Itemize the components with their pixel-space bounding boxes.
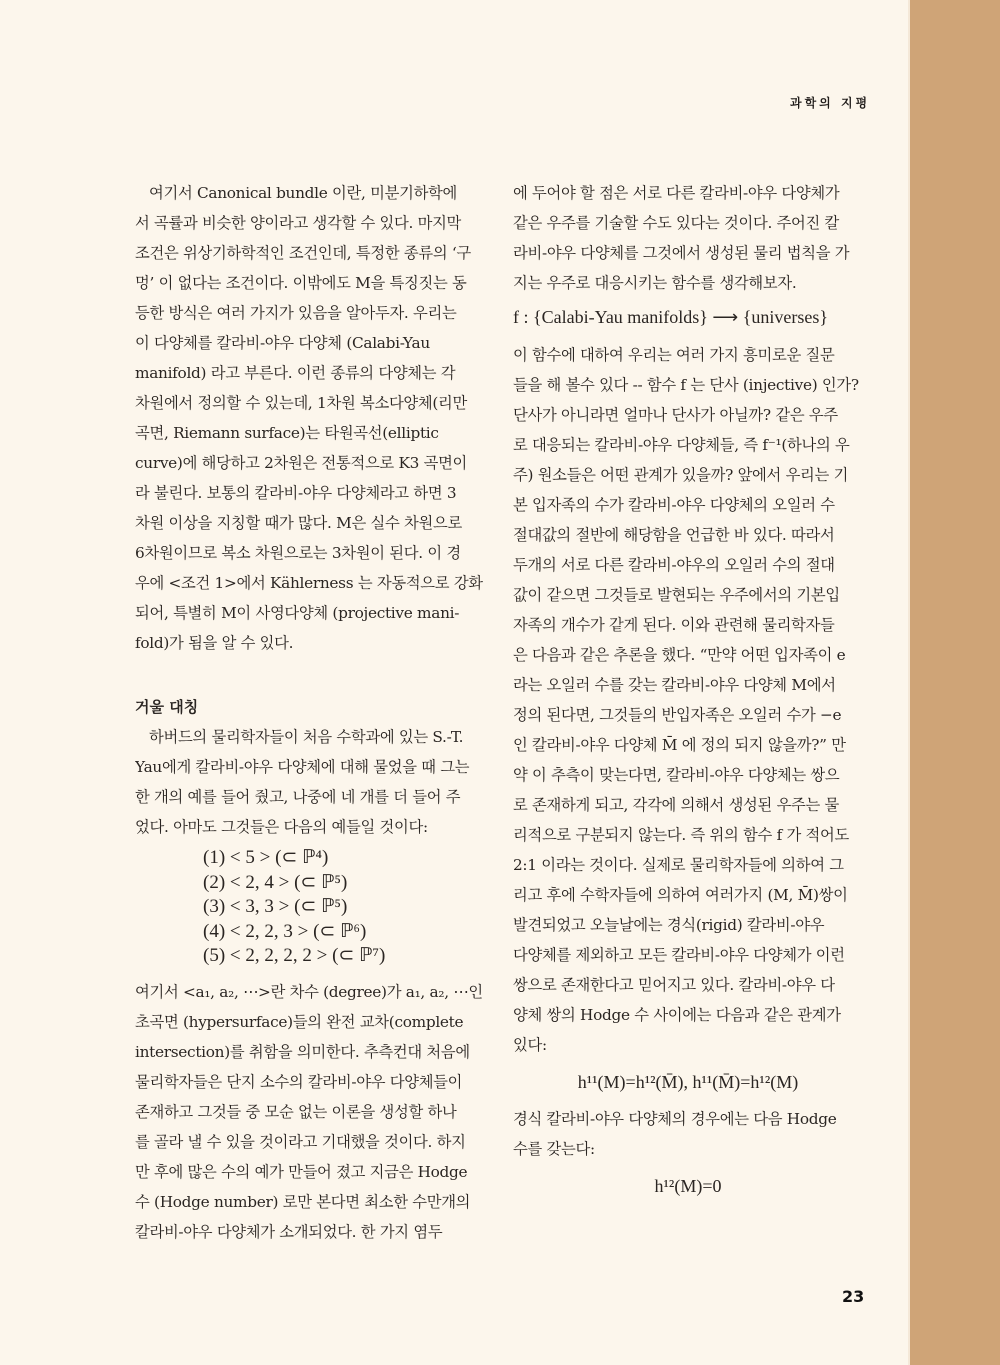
example-item: (1) < 5 > (⊂ ℙ⁴) xyxy=(203,847,329,868)
text-line: 라는 오일러 수를 갖는 칼라비-야우 다양체 M에서 xyxy=(513,676,836,694)
text-line: 곡면, Riemann surface)는 타원곡선(elliptic xyxy=(135,424,439,442)
section-heading-mirror-symmetry: 거울 대칭 xyxy=(135,698,199,716)
text-line: 여기서 <a₁, a₂, ⋯>란 차수 (degree)가 a₁, a₂, ⋯인 xyxy=(135,982,483,1001)
text-line: 서 곡률과 비슷한 양이라고 생각할 수 있다. 마지막 xyxy=(135,214,462,232)
text-line: 에 두어야 할 점은 서로 다른 칼라비-야우 다양체가 xyxy=(513,184,840,202)
text-line: 라 불린다. 보통의 칼라비-야우 다양체라고 하면 3 xyxy=(135,484,457,502)
text-line: 본 입자족의 수가 칼라비-야우 다양체의 오일러 수 xyxy=(513,496,835,514)
text-line: 차원 이상을 지칭할 때가 많다. M은 실수 차원으로 xyxy=(135,514,462,532)
paragraph-same-universe xyxy=(513,178,863,298)
text-line: 다양체를 제외하고 모든 칼라비-야우 다양체가 이런 xyxy=(513,946,845,964)
text-line: 리적으로 구분되지 않는다. 즉 위의 함수 f 가 적어도 xyxy=(513,826,849,844)
text-line: intersection)를 취함을 의미한다. 추측컨대 처음에 xyxy=(135,1042,470,1061)
text-line: 은 다음과 같은 추론을 했다. “만약 어떤 입자족이 e xyxy=(513,646,846,664)
text-line: 차원에서 정의할 수 있는데, 1차원 복소다양체(리만 xyxy=(135,394,468,412)
side-color-band xyxy=(910,0,1000,1365)
text-line: 절대값의 절반에 해당함을 언급한 바 있다. 따라서 xyxy=(513,526,835,544)
paragraph-complete-intersection xyxy=(135,977,485,1247)
text-line: 들을 해 볼수 있다 -- 함수 f 는 단사 (injective) 인가? xyxy=(513,376,859,394)
text-line: 정의 된다면, 그것들의 반입자족은 오일러 수가 −e xyxy=(513,706,842,724)
equation-rigid-hodge: h¹²(M)=0 xyxy=(654,1176,722,1196)
text-line: 한 개의 예를 들어 줬고, 나중에 네 개를 더 들어 주 xyxy=(135,788,461,806)
examples-list xyxy=(203,846,485,969)
text-line: 로 대응되는 칼라비-야우 다양체들, 즉 f⁻¹(하나의 우 xyxy=(513,436,850,454)
text-line: 물리학자들은 단지 소수의 칼라비-야우 다양체들이 xyxy=(135,1072,463,1091)
text-line: 조건은 위상기하학적인 조건인데, 특정한 종류의 ‘구 xyxy=(135,244,471,262)
text-line: 로 존재하게 되고, 각각에 의해서 생성된 우주는 물 xyxy=(513,796,840,814)
equation-function-f: f : {Calabi-Yau manifolds} ⟶ {universes} xyxy=(513,307,828,327)
text-line: 발견되었고 오늘날에는 경식(rigid) 칼라비-야우 xyxy=(513,916,825,934)
text-line: 를 골라 낼 수 있을 것이라고 기대했을 것이다. 하지 xyxy=(135,1132,466,1151)
band-edge-divider xyxy=(908,0,910,1365)
running-head: 과학의 지평 xyxy=(790,96,871,110)
text-line: Yau에게 칼라비-야우 다양체에 대해 물었을 때 그는 xyxy=(135,758,470,776)
text-line: 수 (Hodge number) 로만 본다면 최소한 수만개의 xyxy=(135,1192,471,1211)
text-line: 만 후에 많은 수의 예가 만들어 졌고 지금은 Hodge xyxy=(135,1162,468,1181)
paragraph-harvard-physicists xyxy=(135,722,485,842)
text-line: 인 칼라비-야우 다양체 M̄ 에 정의 되지 않을까?” 만 xyxy=(513,736,846,754)
example-item: (4) < 2, 2, 3 > (⊂ ℙ⁶) xyxy=(203,920,367,942)
text-line: 지는 우주로 대응시키는 함수를 생각해보자. xyxy=(513,274,797,292)
text-line: 단사가 아니라면 얼마나 단사가 아닐까? 같은 우주 xyxy=(513,406,838,424)
paragraph-gap xyxy=(135,658,485,688)
equation-hodge-relation: h¹¹(M)=h¹²(M̄), h¹¹(M̄)=h¹²(M) xyxy=(577,1072,799,1092)
example-item: (5) < 2, 2, 2, 2 > (⊂ ℙ⁷) xyxy=(203,945,386,966)
text-line: 었다. 아마도 그것들은 다음의 예들일 것이다: xyxy=(135,818,428,836)
text-line: 존재하고 그것들 중 모순 없는 이론을 생성할 하나 xyxy=(135,1102,457,1121)
text-line: 이 함수에 대하여 우리는 여러 가지 흥미로운 질문 xyxy=(513,346,835,364)
text-line: 같은 우주를 기술할 수도 있다는 것이다. 주어진 칼 xyxy=(513,214,840,232)
text-line: 수를 갖는다: xyxy=(513,1140,595,1158)
paragraph-rigid-calabi-yau xyxy=(513,1104,863,1164)
text-line: 우에 <조건 1>에서 Kählerness 는 자동적으로 강화 xyxy=(135,574,483,592)
page-number: 23 xyxy=(842,1287,865,1306)
text-line: fold)가 됨을 알 수 있다. xyxy=(135,634,294,652)
text-line: 라비-야우 다양체를 그것에서 생성된 물리 법칙을 가 xyxy=(513,244,850,262)
text-line: 약 이 추측이 맞는다면, 칼라비-야우 다양체는 쌍으 xyxy=(513,766,840,784)
paragraph-function-questions xyxy=(513,340,863,1060)
text-line: 되어, 특별히 M이 사영다양체 (projective mani- xyxy=(135,604,460,622)
example-item: (2) < 2, 4 > (⊂ ℙ⁵) xyxy=(203,871,348,893)
text-line: 하버드의 물리학자들이 처음 수학과에 있는 S.-T. xyxy=(149,728,464,746)
text-line: manifold) 라고 부른다. 이런 종류의 다양체는 각 xyxy=(135,364,456,382)
text-line: 2:1 이라는 것이다. 실제로 물리학자들에 의하여 그 xyxy=(513,856,844,874)
right-column xyxy=(513,178,863,1208)
text-line: 이 다양체를 칼라비-야우 다양체 (Calabi-Yau xyxy=(135,334,430,352)
text-line: 있다: xyxy=(513,1036,547,1054)
text-line: curve)에 해당하고 2차원은 전통적으로 K3 곡면이 xyxy=(135,454,468,472)
text-line: 양체 쌍의 Hodge 수 사이에는 다음과 같은 관계가 xyxy=(513,1006,841,1024)
text-line: 쌍으로 존재한다고 믿어지고 있다. 칼라비-야우 다 xyxy=(513,976,835,994)
left-column xyxy=(135,178,485,1247)
text-line: 두개의 서로 다른 칼라비-야우의 오일러 수의 절대 xyxy=(513,556,835,574)
text-line: 멍’ 이 없다는 조건이다. 이밖에도 M을 특징짓는 동 xyxy=(135,274,467,292)
text-line: 등한 방식은 여러 가지가 있음을 알아두자. 우리는 xyxy=(135,304,457,322)
text-line: 여기서 Canonical bundle 이란, 미분기하학에 xyxy=(149,184,457,202)
text-line: 칼라비-야우 다양체가 소개되었다. 한 가지 염두 xyxy=(135,1222,443,1241)
text-line: 값이 같으면 그것들로 발현되는 우주에서의 기본입 xyxy=(513,586,840,604)
paragraph-canonical-bundle xyxy=(135,178,485,658)
text-line: 리고 후에 수학자들에 의하여 여러가지 (M, M̄)쌍이 xyxy=(513,886,848,904)
text-line: 주) 원소들은 어떤 관계가 있을까? 앞에서 우리는 기 xyxy=(513,466,849,484)
example-item: (3) < 3, 3 > (⊂ ℙ⁵) xyxy=(203,896,348,917)
text-line: 초곡면 (hypersurface)들의 완전 교차(complete xyxy=(135,1012,464,1031)
text-line: 경식 칼라비-야우 다양체의 경우에는 다음 Hodge xyxy=(513,1110,837,1128)
text-line: 자족의 개수가 같게 된다. 이와 관련해 물리학자들 xyxy=(513,616,835,634)
text-line: 6차원이므로 복소 차원으로는 3차원이 된다. 이 경 xyxy=(135,544,461,562)
